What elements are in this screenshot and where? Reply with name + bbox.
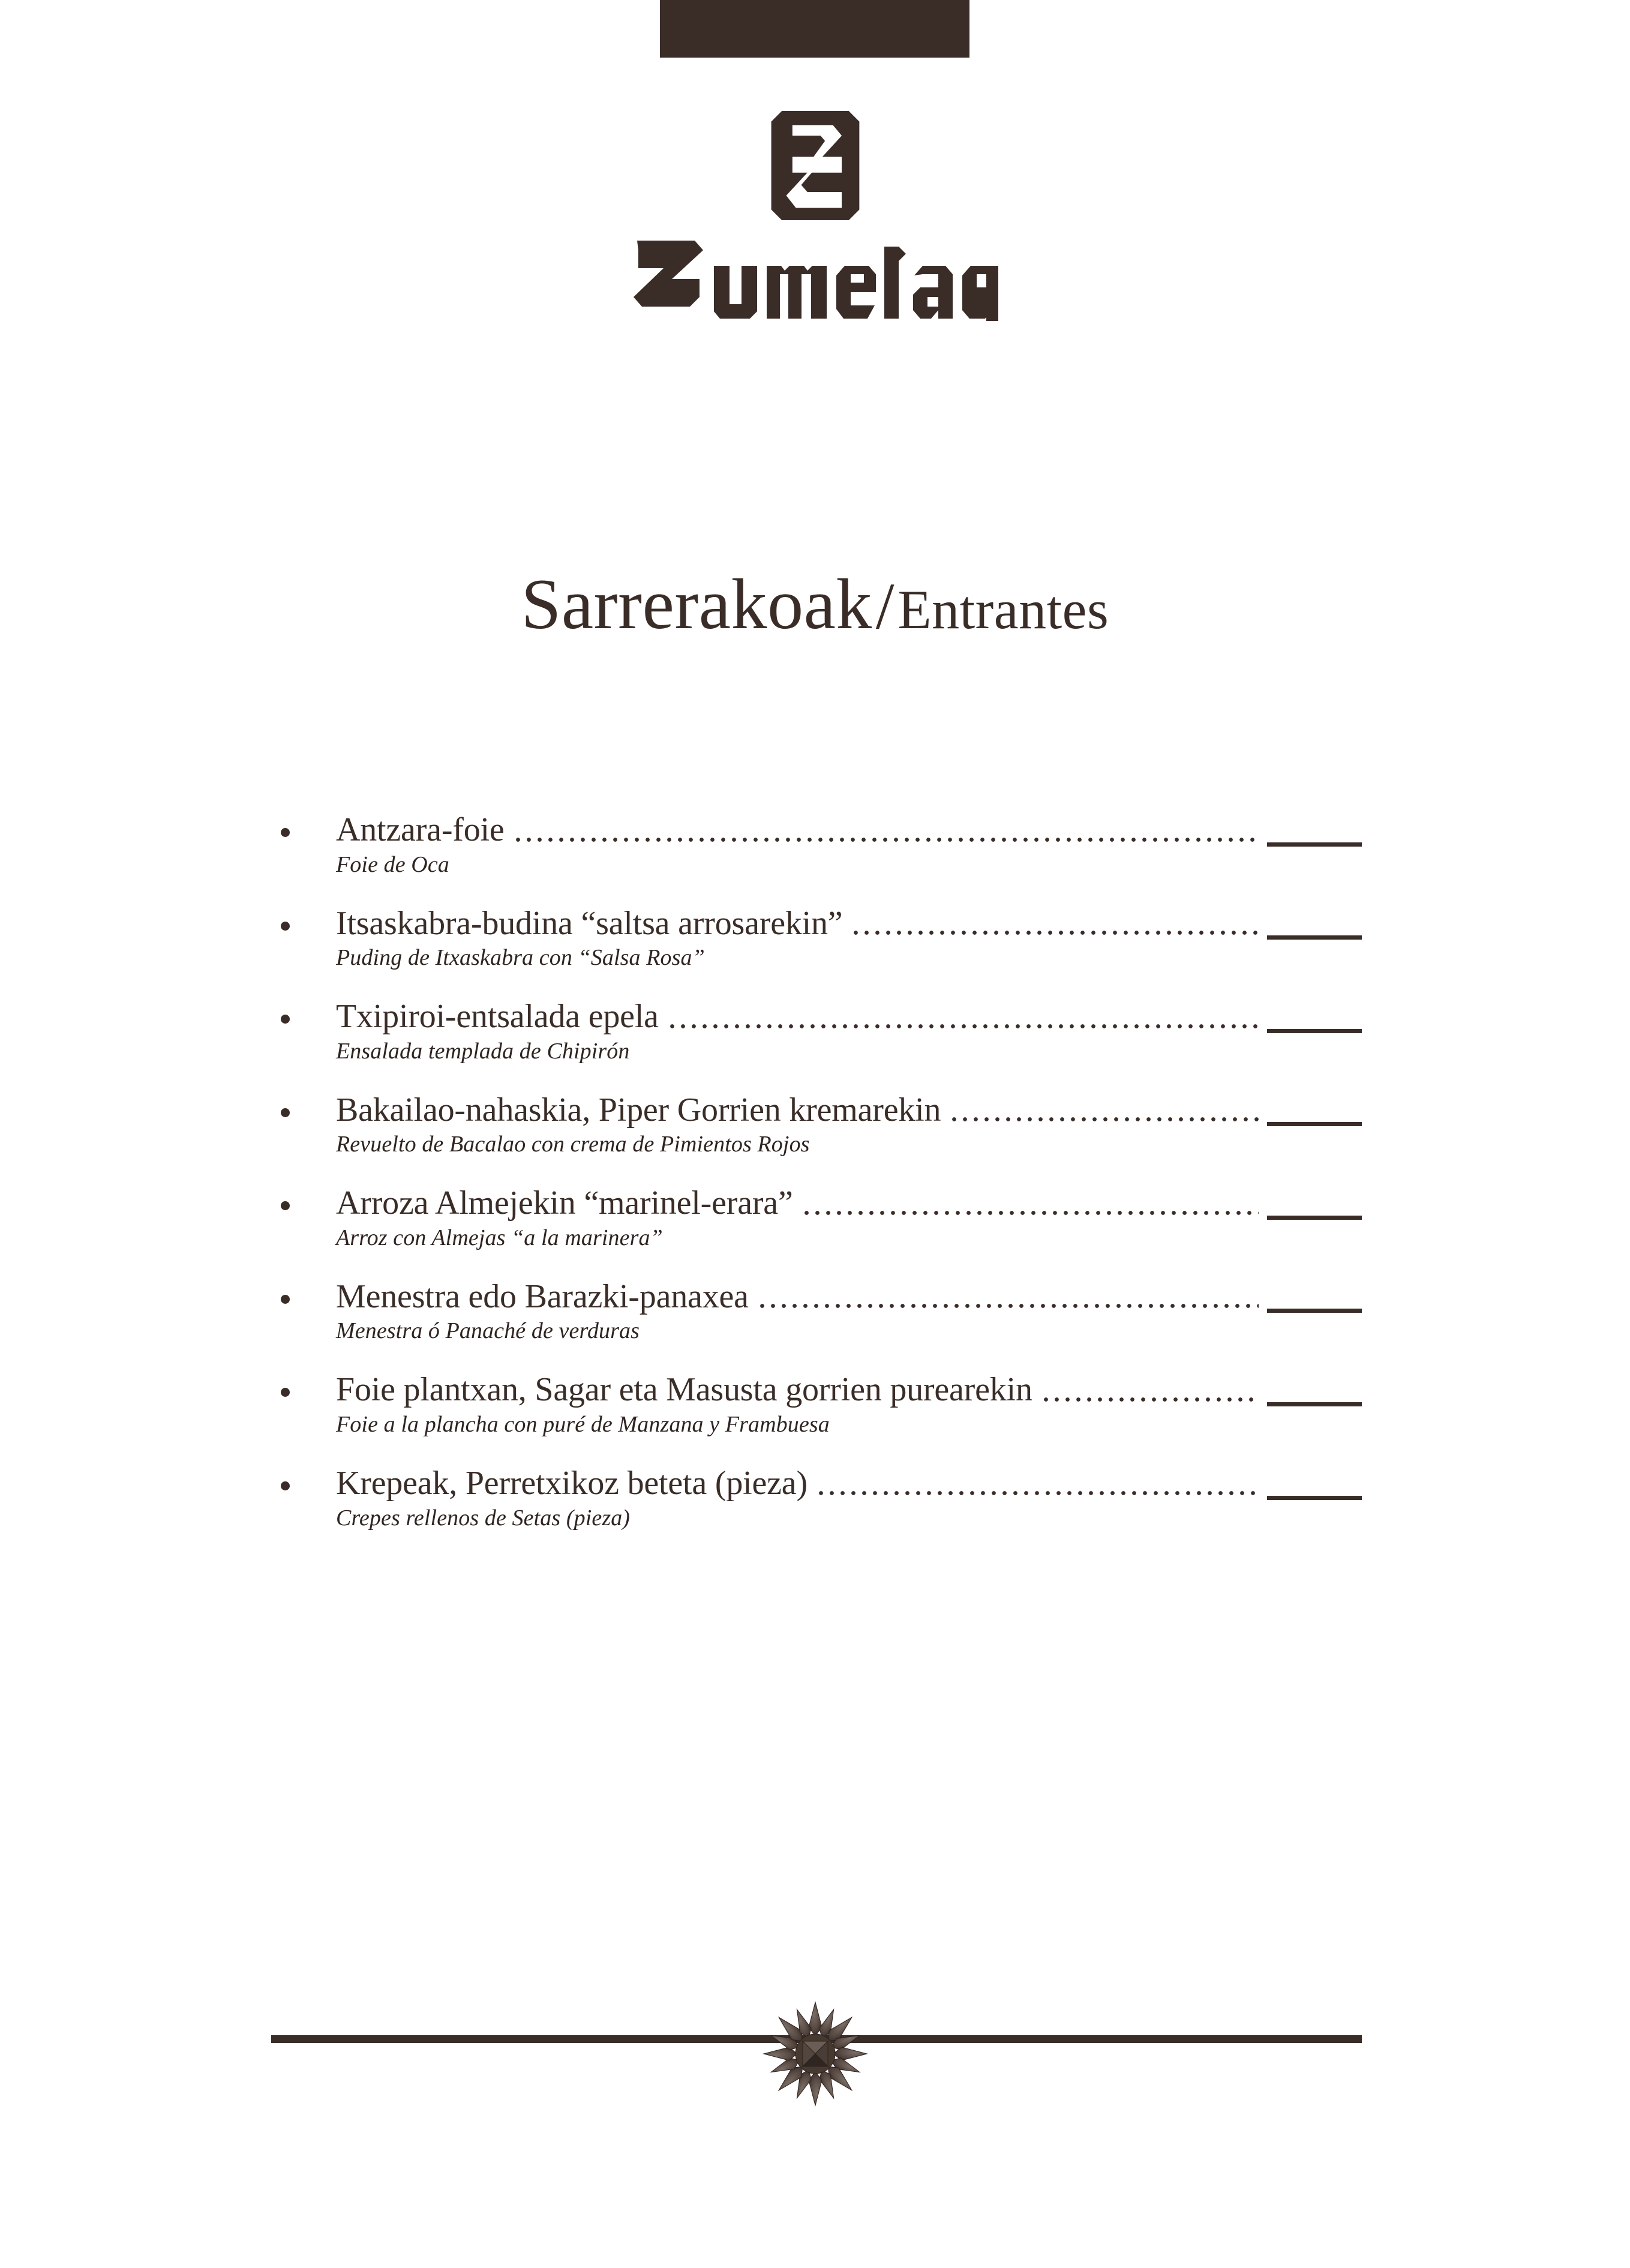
- section-title: [0, 563, 1630, 646]
- dot-leader: [670, 1009, 1259, 1036]
- dish-name: Txipiroi-entsalada epela: [336, 998, 659, 1036]
- price-blank-rule: [1267, 1122, 1362, 1126]
- bullet-icon: [281, 922, 290, 931]
- header-bar: [660, 0, 969, 58]
- price-blank-rule: [1267, 1216, 1362, 1220]
- menu-item-line: [270, 1371, 1362, 1409]
- bullet-icon: [281, 1015, 290, 1024]
- menu-item: [270, 1091, 1362, 1159]
- menu-item-line: [270, 1465, 1362, 1502]
- section-title-separator: /: [875, 569, 894, 643]
- zumelaga-wordmark: [632, 237, 998, 321]
- dish-name: Bakailao-nahaskia, Piper Gorrien kremarekin: [336, 1091, 941, 1129]
- menu-item: [270, 905, 1362, 972]
- dish-name: Foie plantxan, Sagar eta Masusta gorrien purearekin: [336, 1371, 1032, 1409]
- section-title-spanish: Entrantes: [897, 579, 1109, 640]
- menu-item: [270, 811, 1362, 878]
- dish-translation: Foie de Oca: [336, 851, 449, 877]
- brand-block: [0, 111, 1630, 321]
- dot-leader: [804, 1196, 1259, 1222]
- menu-item-line: [270, 998, 1362, 1036]
- dish-name: Arroza Almejekin “marinel-erara”: [336, 1184, 793, 1222]
- dot-leader: [951, 1102, 1259, 1129]
- bullet-icon: [281, 1295, 290, 1304]
- page-footer: [0, 1998, 1630, 2124]
- dish-translation: Foie a la plancha con puré de Manzana y Frambuesa: [336, 1412, 830, 1437]
- dish-name: Itsaskabra-budina “saltsa arrosarekin”: [336, 904, 843, 942]
- menu-item: [270, 1371, 1362, 1438]
- dot-leader: [853, 916, 1259, 942]
- section-title-basque: Sarrerakoak: [521, 564, 872, 644]
- bullet-icon: [281, 1108, 290, 1117]
- menu-item-line: [270, 1184, 1362, 1222]
- menu-item-line: [270, 905, 1362, 943]
- price-blank-rule: [1267, 935, 1362, 940]
- price-blank-rule: [1267, 1309, 1362, 1313]
- menu-list: [270, 811, 1362, 1531]
- dish-name: Krepeak, Perretxikoz beteta (pieza): [336, 1464, 808, 1502]
- dot-leader: [1043, 1382, 1259, 1409]
- dish-translation: Revuelto de Bacalao con crema de Pimientos Rojos: [336, 1132, 810, 1157]
- dish-translation: Crepes rellenos de Setas (pieza): [336, 1505, 631, 1531]
- price-blank-rule: [1267, 1496, 1362, 1500]
- menu-item-line: [270, 1278, 1362, 1316]
- menu-item-line: [270, 811, 1362, 849]
- price-blank-rule: [1267, 1402, 1362, 1406]
- dish-name: Menestra edo Barazki-panaxea: [336, 1277, 749, 1315]
- dish-name: Antzara-foie: [336, 811, 505, 848]
- menu-item: [270, 998, 1362, 1065]
- bullet-icon: [281, 828, 290, 837]
- bullet-icon: [281, 1481, 290, 1490]
- dish-translation: Ensalada templada de Chipirón: [336, 1038, 630, 1064]
- menu-item: [270, 1465, 1362, 1532]
- menu-item: [270, 1184, 1362, 1252]
- dot-leader: [760, 1289, 1259, 1315]
- dish-translation: Arroz con Almejas “a la marinera”: [336, 1225, 663, 1250]
- dish-translation: Menestra ó Panaché de verduras: [336, 1318, 640, 1344]
- dot-leader: [515, 823, 1259, 849]
- price-blank-rule: [1267, 842, 1362, 847]
- menu-item: [270, 1278, 1362, 1345]
- menu-item-line: [270, 1091, 1362, 1129]
- rosette-flower-ornament-icon: [760, 1998, 871, 2110]
- zumelaga-logo-mark-icon: [771, 111, 860, 220]
- price-blank-rule: [1267, 1029, 1362, 1033]
- dot-leader: [818, 1476, 1259, 1502]
- dish-translation: Puding de Itxaskabra con “Salsa Rosa”: [336, 945, 705, 971]
